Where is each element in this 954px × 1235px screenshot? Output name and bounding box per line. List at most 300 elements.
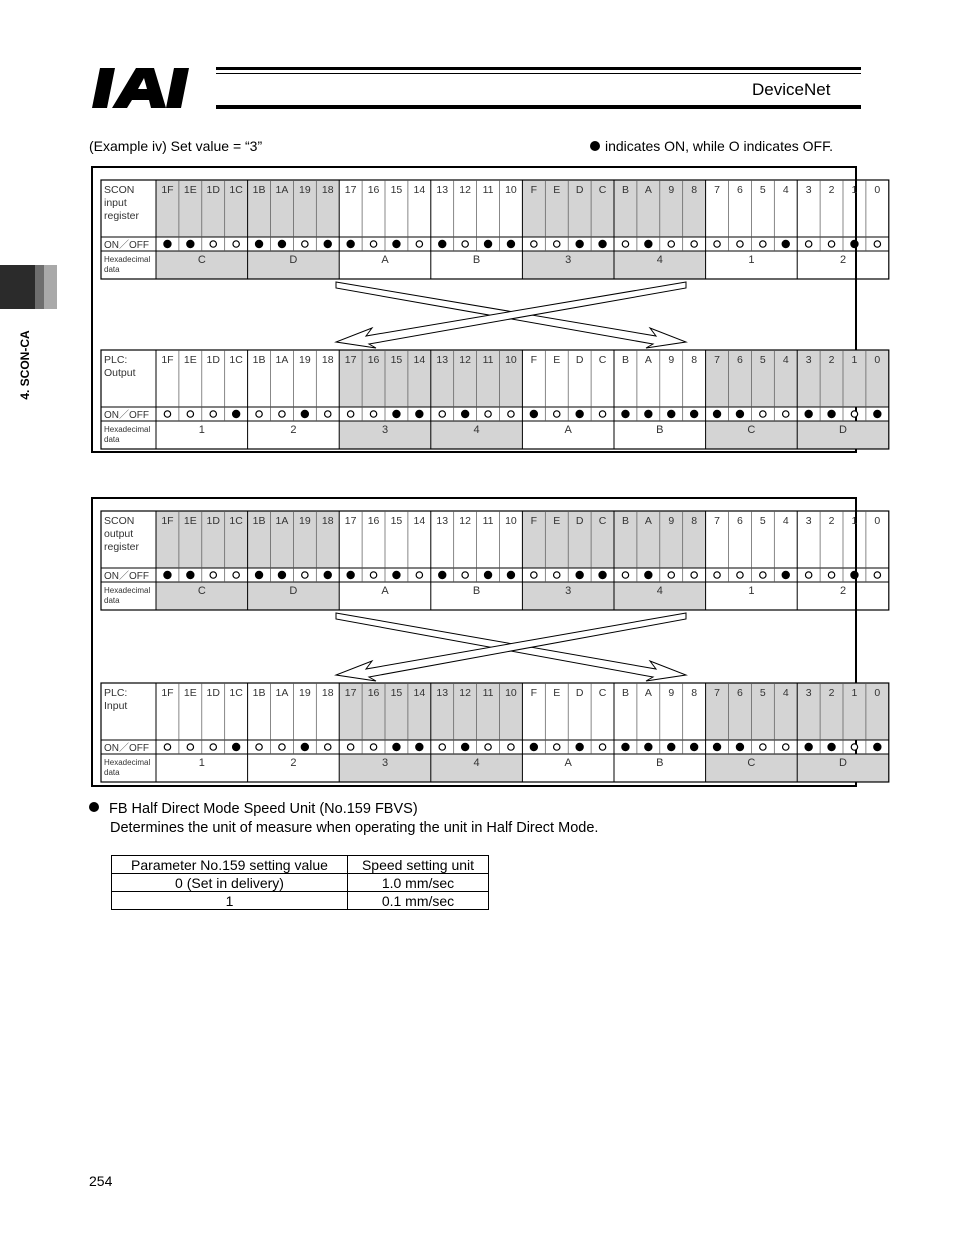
register-label: SCON	[104, 184, 135, 196]
off-dot	[416, 241, 422, 247]
bit-label: 19	[299, 687, 311, 699]
hex-value: C	[747, 757, 756, 769]
bit-label: 0	[874, 184, 881, 196]
bit-label: A	[644, 515, 652, 527]
on-dot	[622, 743, 629, 750]
off-dot	[370, 744, 376, 750]
off-dot	[370, 241, 376, 247]
bit-label: B	[621, 184, 629, 196]
page-number: 254	[89, 1173, 113, 1189]
hex-value: 2	[839, 585, 847, 597]
bit-label: 7	[714, 515, 720, 527]
off-dot	[485, 411, 491, 417]
mapping-arrows	[336, 613, 686, 681]
off-dot	[599, 744, 605, 750]
off-dot	[805, 241, 811, 247]
on-dot	[301, 410, 308, 417]
hex-label: data	[104, 596, 120, 605]
bit-label: 1E	[183, 354, 197, 366]
bit-label: 1B	[252, 184, 266, 196]
hex-value: 1	[198, 757, 205, 769]
on-dot	[462, 410, 469, 417]
bit-label: 3	[805, 354, 812, 366]
bit-label: 17	[344, 687, 357, 699]
bit-label: F	[530, 184, 538, 196]
on-dot	[599, 571, 606, 578]
off-dot	[783, 744, 789, 750]
bit-label: 1	[851, 687, 858, 699]
bit-label: 11	[482, 515, 494, 527]
hex-value: D	[289, 585, 298, 597]
on-dot	[393, 743, 400, 750]
on-dot	[576, 410, 583, 417]
on-dot	[278, 240, 285, 247]
hex-label: data	[104, 768, 120, 777]
mapping-arrows	[336, 282, 686, 348]
on-dot	[599, 240, 606, 247]
on-dot	[713, 410, 720, 417]
on-dot	[851, 571, 858, 578]
off-dot	[508, 411, 514, 417]
on-dot	[782, 240, 789, 247]
off-dot	[347, 411, 353, 417]
register-label: register	[104, 210, 140, 222]
hex-value: A	[381, 254, 389, 266]
bit-label: 8	[691, 515, 698, 527]
on-dot	[576, 571, 583, 578]
bit-label: F	[530, 515, 538, 527]
on-dot	[622, 410, 629, 417]
off-dot	[508, 744, 514, 750]
hex-value: C	[747, 424, 756, 436]
hex-value: B	[472, 585, 481, 597]
off-dot	[164, 411, 170, 417]
off-dot	[760, 572, 766, 578]
bit-label: C	[598, 184, 607, 196]
bit-label: 13	[436, 184, 449, 196]
speed-unit-table	[111, 855, 489, 910]
on-dot	[255, 240, 262, 247]
hex-value: 2	[290, 757, 297, 769]
table-row	[112, 892, 489, 910]
hex-value: 1	[198, 424, 205, 436]
bit-label: 4	[782, 515, 789, 527]
on-dot	[507, 240, 514, 247]
bit-label: 6	[737, 354, 743, 366]
off-dot	[668, 241, 674, 247]
bit-label: 18	[321, 184, 334, 196]
off-dot	[210, 411, 216, 417]
register-label: output	[104, 528, 134, 540]
off-dot	[347, 744, 353, 750]
off-dot	[233, 241, 239, 247]
bit-label: 9	[668, 184, 675, 196]
bit-label: 9	[668, 354, 675, 366]
table-cell: 0.1 mm/sec	[348, 892, 489, 910]
off-dot	[828, 572, 834, 578]
lower-register-table	[101, 350, 889, 449]
section-title: DeviceNet	[752, 80, 831, 99]
bit-label: 0	[874, 687, 881, 699]
on-dot	[576, 743, 583, 750]
on-dot	[736, 410, 743, 417]
on-dot	[713, 743, 720, 750]
off-dot	[805, 572, 811, 578]
bit-label: 15	[390, 687, 403, 699]
off-dot	[714, 572, 720, 578]
off-dot	[760, 241, 766, 247]
bit-label: D	[575, 354, 584, 366]
on-dot	[668, 743, 675, 750]
bit-label: 1A	[275, 184, 289, 196]
hex-value: C	[197, 254, 206, 266]
on-dot	[484, 240, 491, 247]
bit-label: 1E	[183, 184, 197, 196]
table-row	[112, 874, 489, 892]
off-dot	[828, 241, 834, 247]
bit-label: 16	[367, 687, 380, 699]
hex-value: 3	[565, 254, 572, 266]
onoff-label: ON／OFF	[104, 743, 149, 754]
register-label: Input	[104, 700, 128, 712]
example-label: (Example iv) Set value = “3”	[89, 138, 263, 154]
off-dot	[599, 411, 605, 417]
hex-value: D	[839, 424, 847, 436]
bit-label: 1B	[252, 515, 266, 527]
bit-label: 1E	[183, 687, 197, 699]
off-dot	[462, 572, 468, 578]
table-cell: 0 (Set in delivery)	[112, 874, 348, 892]
on-dot	[233, 410, 240, 417]
off-dot	[554, 744, 560, 750]
off-dot	[279, 744, 285, 750]
bit-label: 1F	[161, 184, 174, 196]
on-dot	[393, 240, 400, 247]
off-dot	[187, 411, 193, 417]
bit-label: 5	[759, 687, 766, 699]
hex-value: A	[564, 424, 572, 436]
bit-label: 18	[321, 687, 334, 699]
bit-label: 1B	[252, 687, 266, 699]
on-dot	[805, 410, 812, 417]
on-dot	[530, 743, 537, 750]
bit-label: 0	[874, 515, 881, 527]
off-dot	[554, 411, 560, 417]
off-dot	[370, 572, 376, 578]
bit-label: 17	[344, 184, 357, 196]
bit-label: A	[644, 354, 652, 366]
off-dot	[851, 411, 857, 417]
hex-value: B	[656, 757, 664, 769]
hex-value: 3	[381, 424, 389, 436]
bit-label: 14	[413, 687, 426, 699]
bit-label: 9	[668, 687, 675, 699]
bit-label: 19	[299, 354, 311, 366]
hex-value: A	[381, 585, 389, 597]
bullet-icon	[89, 802, 99, 812]
bit-label: 1F	[161, 515, 174, 527]
bit-label: 6	[737, 184, 743, 196]
bit-label: B	[621, 354, 629, 366]
off-dot	[256, 744, 262, 750]
bit-label: 12	[459, 354, 471, 366]
bit-label: 16	[367, 515, 380, 527]
off-dot	[554, 241, 560, 247]
on-dot	[393, 410, 400, 417]
hex-label: Hexadecimal	[104, 758, 151, 767]
bit-label: 1D	[206, 515, 220, 527]
on-dot	[645, 571, 652, 578]
bit-label: E	[553, 184, 561, 196]
register-label: register	[104, 541, 140, 553]
parameter-detail: Determines the unit of measure when operating the unit in Half Direct Mode.	[110, 820, 599, 836]
legend-note: indicates ON, while O indicates OFF.	[590, 138, 833, 154]
register-label: PLC:	[104, 354, 128, 366]
bit-label: 6	[737, 515, 743, 527]
bit-label: 1D	[206, 184, 220, 196]
off-dot	[874, 241, 880, 247]
on-dot	[645, 240, 652, 247]
register-label: Output	[104, 367, 136, 379]
on-dot	[255, 571, 262, 578]
on-dot	[828, 743, 835, 750]
on-dot	[324, 240, 331, 247]
off-dot	[668, 572, 674, 578]
bit-label: 1C	[229, 515, 243, 527]
off-dot	[622, 241, 628, 247]
bit-label: D	[575, 184, 584, 196]
bit-label: 1C	[229, 184, 243, 196]
off-dot	[233, 572, 239, 578]
bit-label: 2	[828, 515, 835, 527]
on-dot	[439, 240, 446, 247]
register-label: SCON	[104, 515, 135, 527]
bit-label: 7	[714, 184, 720, 196]
bit-label: 1	[851, 354, 858, 366]
bit-label: 2	[828, 184, 835, 196]
off-dot	[164, 744, 170, 750]
bit-label: 16	[367, 184, 380, 196]
off-dot	[714, 241, 720, 247]
table-header-row	[112, 856, 489, 874]
off-dot	[760, 744, 766, 750]
on-dot	[187, 240, 194, 247]
bit-label: 10	[505, 687, 517, 699]
off-dot	[279, 411, 285, 417]
on-dot	[484, 571, 491, 578]
on-dot	[187, 571, 194, 578]
bit-label: 11	[482, 354, 494, 366]
hex-value: 2	[839, 254, 847, 266]
hex-value: A	[564, 757, 572, 769]
bit-label: 11	[482, 184, 494, 196]
hex-value: 4	[656, 585, 663, 597]
upper-register-table	[101, 511, 889, 610]
bit-label: 14	[413, 184, 426, 196]
on-dot	[851, 240, 858, 247]
off-dot	[210, 744, 216, 750]
on-dot	[645, 743, 652, 750]
bit-label: 15	[390, 515, 403, 527]
parameter-description	[89, 800, 598, 838]
hex-value: C	[197, 585, 206, 597]
off-dot	[325, 411, 331, 417]
off-dot	[554, 572, 560, 578]
bit-label: 4	[782, 687, 789, 699]
on-dot	[393, 571, 400, 578]
bit-label: A	[644, 184, 652, 196]
bit-label: 10	[505, 515, 517, 527]
bit-label: 14	[413, 515, 426, 527]
onoff-label: ON／OFF	[104, 410, 149, 421]
on-dot	[668, 410, 675, 417]
bit-label: 7	[714, 354, 720, 366]
off-dot	[187, 744, 193, 750]
off-dot	[485, 744, 491, 750]
on-dot	[347, 240, 354, 247]
register-label: PLC:	[104, 687, 128, 699]
bit-label: 1A	[275, 687, 289, 699]
off-dot	[783, 411, 789, 417]
off-dot	[302, 572, 308, 578]
hex-value: 4	[473, 424, 480, 436]
on-dot	[233, 743, 240, 750]
bit-label: B	[621, 687, 629, 699]
bit-label: 15	[390, 354, 403, 366]
bit-label: 0	[874, 354, 881, 366]
off-dot	[439, 411, 445, 417]
off-dot	[760, 411, 766, 417]
hex-label: Hexadecimal	[104, 255, 151, 264]
bit-label: 3	[805, 184, 812, 196]
hex-value: 4	[473, 757, 480, 769]
bit-label: E	[553, 354, 561, 366]
on-dot	[645, 410, 652, 417]
on-dot	[782, 571, 789, 578]
bit-label: F	[530, 687, 538, 699]
off-dot	[622, 572, 628, 578]
lower-register-table	[101, 683, 889, 782]
on-dot	[164, 571, 171, 578]
on-dot	[462, 743, 469, 750]
hex-value: 2	[290, 424, 297, 436]
hex-value: B	[656, 424, 664, 436]
off-dot	[531, 572, 537, 578]
bit-label: 14	[413, 354, 426, 366]
hex-value: 1	[748, 585, 755, 597]
on-dot	[691, 743, 698, 750]
on-dot	[324, 571, 331, 578]
hex-value: D	[289, 254, 298, 266]
bit-label: C	[598, 687, 607, 699]
on-dot	[530, 410, 537, 417]
bit-label: 12	[459, 687, 471, 699]
on-dot	[439, 571, 446, 578]
bit-label: 17	[344, 354, 357, 366]
bit-label: 1D	[206, 687, 220, 699]
column-header-unit: Speed setting unit	[348, 856, 489, 874]
hex-value: 4	[656, 254, 663, 266]
table-cell: 1.0 mm/sec	[348, 874, 489, 892]
hex-value: D	[839, 757, 847, 769]
off-dot	[737, 241, 743, 247]
bit-label: 8	[691, 184, 698, 196]
bit-label: 1E	[183, 515, 197, 527]
bit-label: F	[530, 354, 538, 366]
on-dot	[576, 240, 583, 247]
bit-label: C	[598, 515, 607, 527]
bit-label: 18	[321, 354, 334, 366]
hex-label: Hexadecimal	[104, 586, 151, 595]
off-dot	[302, 241, 308, 247]
bit-label: 10	[505, 184, 517, 196]
parameter-title: FB Half Direct Mode Speed Unit (No.159 FBVS)	[109, 801, 418, 817]
bit-label: 13	[436, 687, 449, 699]
bit-label: 2	[828, 354, 835, 366]
bit-label: 1C	[229, 354, 243, 366]
bit-label: A	[644, 687, 652, 699]
off-dot	[737, 572, 743, 578]
bit-label: D	[575, 687, 584, 699]
on-dot	[874, 410, 881, 417]
off-dot	[256, 411, 262, 417]
bit-label: 12	[459, 515, 471, 527]
bit-label: 1	[851, 184, 858, 196]
onoff-label: ON／OFF	[104, 240, 149, 251]
off-dot	[416, 572, 422, 578]
bit-label: 10	[505, 354, 517, 366]
bit-label: 13	[436, 515, 449, 527]
bit-label: E	[553, 515, 561, 527]
hex-label: data	[104, 265, 120, 274]
bit-label: 17	[344, 515, 357, 527]
off-dot	[439, 744, 445, 750]
bit-label: 16	[367, 354, 380, 366]
off-dot	[874, 572, 880, 578]
column-header-setting: Parameter No.159 setting value	[112, 856, 348, 874]
on-dot	[874, 743, 881, 750]
on-dot	[416, 410, 423, 417]
register-label: input	[104, 197, 127, 209]
bit-label: 18	[321, 515, 334, 527]
bit-label: 1F	[161, 687, 174, 699]
off-dot	[851, 744, 857, 750]
bit-label: C	[598, 354, 607, 366]
off-dot	[691, 241, 697, 247]
on-dot	[805, 743, 812, 750]
bit-label: 13	[436, 354, 449, 366]
hex-value: 3	[381, 757, 389, 769]
on-dot	[736, 743, 743, 750]
hex-value: 1	[748, 254, 755, 266]
bit-label: E	[553, 687, 561, 699]
upper-register-table	[101, 180, 889, 279]
bit-label: D	[575, 515, 584, 527]
on-dot	[347, 571, 354, 578]
hex-label: Hexadecimal	[104, 425, 151, 434]
bit-label: 4	[782, 354, 789, 366]
onoff-label: ON／OFF	[104, 571, 149, 582]
hex-label: data	[104, 435, 120, 444]
off-dot	[210, 241, 216, 247]
on-dot	[278, 571, 285, 578]
off-dot	[691, 572, 697, 578]
bit-label: 1C	[229, 687, 243, 699]
chapter-label: 4. SCON-CA	[18, 330, 32, 400]
on-dot	[164, 240, 171, 247]
bit-label: 4	[782, 184, 789, 196]
on-dot	[507, 571, 514, 578]
